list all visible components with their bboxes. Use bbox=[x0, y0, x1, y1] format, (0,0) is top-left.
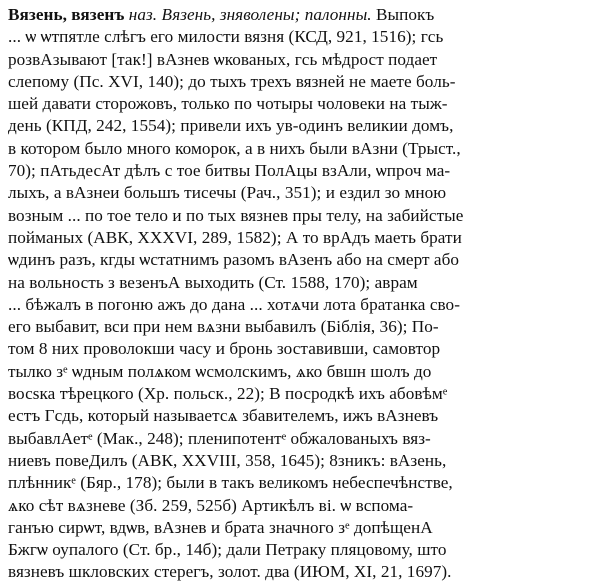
entry-line: вязневъ шкловских стерегъ, золот. два (ИЮМ, XI, 21, 1697). bbox=[8, 562, 452, 582]
entry-line: Бжгѡ оупалого (Ст. бр., 14б); дали Петраку пляцовому, што bbox=[8, 540, 447, 560]
entry-line: ганъю сирѡт, вдѡв, вАзнев и брата значного зᵉ допѣщенА bbox=[8, 517, 433, 537]
entry-line: ѡдинъ разъ, кгды ѡстатнимъ разомъ вАзенъ або на смерт або bbox=[8, 250, 460, 270]
entry-grammar: наз. bbox=[128, 5, 158, 24]
entry-line: шей давати сторожовъ, только по чотыры чоловеки на тыж- bbox=[8, 94, 448, 114]
entry-line: день (КПД, 242, 1554); привели ихъ ув-одинъ великии домъ, bbox=[8, 116, 454, 136]
entry-line: розвАзывают [так!] вАзнев ѡкованых, гсь мѣдрост подает bbox=[8, 49, 438, 69]
entry-line: ѧко сѣт вѧзневе (Зб. 259, 525б) Артикѣлъ ві. ѡ вспома- bbox=[8, 495, 414, 515]
entry-line: пойманых (АВК, XXXVI, 289, 1582); А то врАдъ маеть брати bbox=[8, 227, 462, 247]
dictionary-entry bbox=[8, 4, 598, 584]
entry-line: ниевъ повеДилъ (АВК, XXVIII, 358, 1645); 8зникъ: вАзень, bbox=[8, 450, 447, 470]
entry-text: Выпокъ bbox=[371, 5, 435, 24]
entry-line: ... ѡ ѡтпятле слѣгъ его милости вязня (КСД, 921, 1516); гсь bbox=[8, 27, 444, 47]
entry-line: восѕка тѣрецкого (Хр. польск., 22); В посродкѣ ихъ абовѣмᵉ bbox=[8, 384, 448, 404]
entry-line: выбавлАетᵉ (Мак., 248); пленипотентᵉ обжалованыхъ вяз- bbox=[8, 428, 431, 448]
entry-line: возным ... по тое тело и по тых вязнев пры телу, на забийстые bbox=[8, 205, 464, 225]
entry-line: на вольность з везенъА выходить (Ст. 1588, 170); аврам bbox=[8, 272, 418, 292]
entry-line: его выбавит, вси при нем вѧзни выбавилъ (Біблія, 36); По- bbox=[8, 317, 439, 337]
entry-line: лыхъ, а вАзнеи большъ тисечы (Рач., 351); и ездил зо мною bbox=[8, 183, 447, 203]
entry-line: 70); пАтьдесАт дѣлъ с тое битвы ПолАцы взАли, ѡпроч ма- bbox=[8, 161, 451, 181]
entry-line: в котором было много коморок, а в нихъ были вАзни (Трыст., bbox=[8, 138, 461, 158]
entry-line: плѣнникᵉ (Бяр., 178); были в такъ великомъ небеспечѣнстве, bbox=[8, 473, 453, 493]
entry-line: тылко зᵉ ѡдным полѧком ѡсмолскимъ, ѧко бвшн шолъ до bbox=[8, 361, 432, 381]
entry-line: том 8 них проволокши часу и бронь зоставивши, самовтор bbox=[8, 339, 441, 359]
entry-headword: Вязень, вязенъ bbox=[8, 5, 125, 24]
entry-line: слепому (Пс. XVI, 140); до тыхъ трехъ вязней не маете боль- bbox=[8, 71, 456, 91]
entry-line: ... бѣжалъ в погоню ажъ до дана ... хотѧчи лота братанка сво- bbox=[8, 294, 460, 314]
entry-line bbox=[8, 4, 598, 26]
entry-gloss: Вязень, зняволены; палонны. bbox=[161, 5, 372, 24]
entry-line: естъ Гсдь, который называетсѧ збавителемъ, ижъ вАзневъ bbox=[8, 406, 439, 426]
